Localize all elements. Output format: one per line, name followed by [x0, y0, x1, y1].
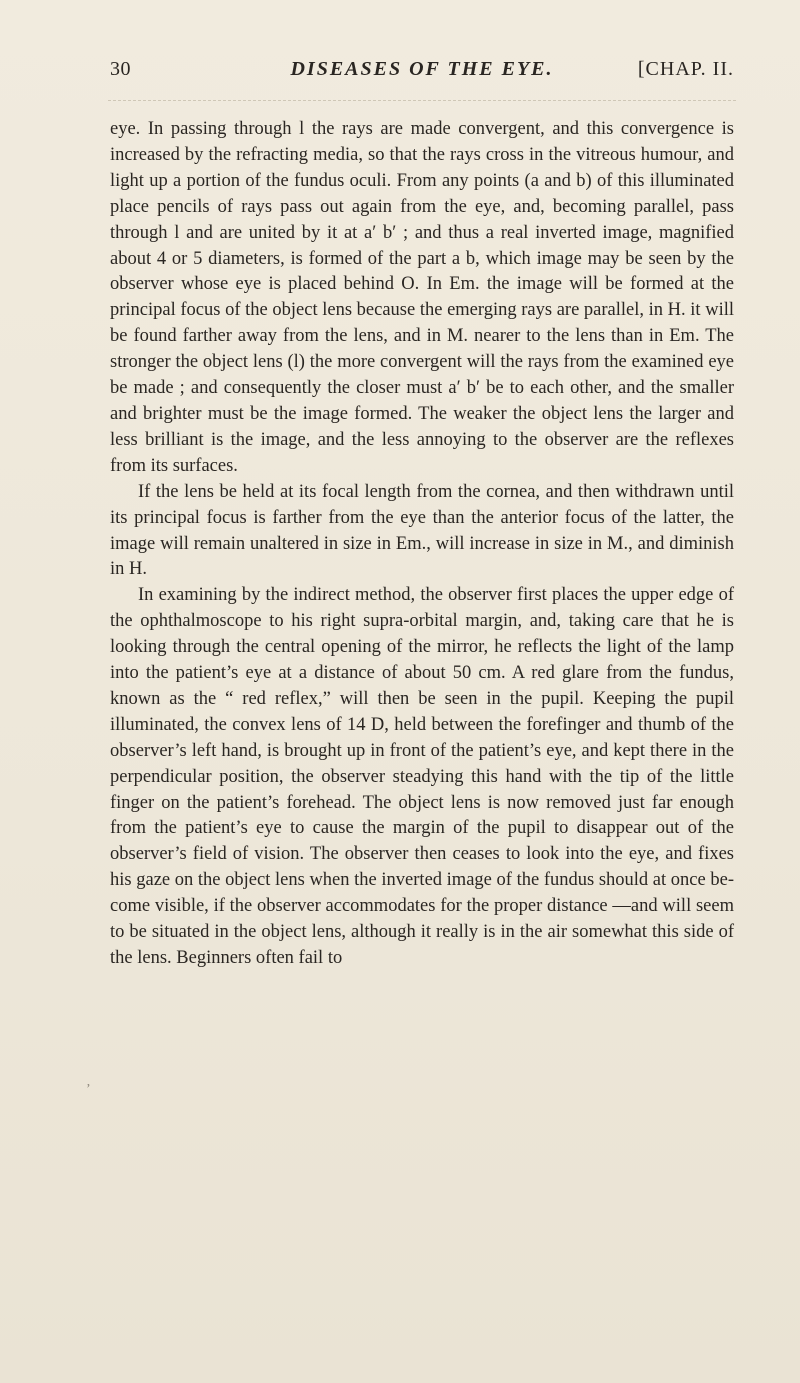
- header-rule: [108, 100, 736, 101]
- margin-mark: ʼ: [86, 1082, 91, 1097]
- page-number: 30: [110, 58, 131, 80]
- paragraph-3: In examining by the indirect method, the observer first places the upper edge of the ophthalmoscope to his right supra-orbital margin, and, taking care that he is looking through the central opening of the mirror, he reflects the light of the lamp into the patient’s eye at a distance of about 50 cm. A red glare from the fundus, known as the “ red reflex,” will then be seen in the pupil. Keeping the pupil illuminated, the convex lens of 14 D, held between the forefinger and thumb of the observer’s left hand, is brought up in front of the patient’s eye, and kept there in the perpendicular position, the observer steadying this hand with the tip of the little finger on the patient’s forehead. The object lens is now removed just far enough from the patient’s eye to cause the margin of the pupil to disappear out of the observer’s field of vision. The observer then ceases to look into the eye, and fixes his gaze on the object lens when the inverted image of the fundus should at once be-come visible, if the observer accommodates for the proper distance —and will seem to be situated in the object lens, although it really is in the air somewhat this side of the lens. Beginners often fail to: [110, 585, 734, 968]
- body-text: [110, 117, 734, 972]
- paragraph-1: eye. In passing through l the rays are made convergent, and this convergence is increased by the refracting media, so that the rays cross in the vitreous humour, and light up a portion of the fundus oculi. From any points (a and b) of this illuminated place pencils of rays pass out again from the eye, and, becoming parallel, pass through l and are united by it at a′ b′ ; and thus a real inverted image, magnified about 4 or 5 diameters, is formed of the part a b, which image may be seen by the observer whose eye is placed behind O. In Em. the image will be formed at the principal focus of the object lens because the emerging rays are parallel, in H. it will be found farther away from the lens, and in M. nearer to the lens than in Em. The stronger the object lens (l) the more convergent will the rays from the examined eye be made ; and consequently the closer must a′ b′ be to each other, and the smaller and brighter must be the image formed. The weaker the object lens the larger and less brilliant is the image, and the less annoying to the observer are the reflexes from its surfaces.: [110, 119, 734, 476]
- running-head: [110, 58, 734, 88]
- chapter-label: [CHAP. II.: [637, 58, 734, 80]
- running-title: DISEASES OF THE EYE.: [290, 58, 554, 80]
- paragraph-2: If the lens be held at its focal length from the cornea, and then withdrawn until its principal focus is farther from the eye than the anterior focus of the latter, the image will remain unaltered in size in Em., will increase in size in M., and diminish in H.: [110, 481, 734, 580]
